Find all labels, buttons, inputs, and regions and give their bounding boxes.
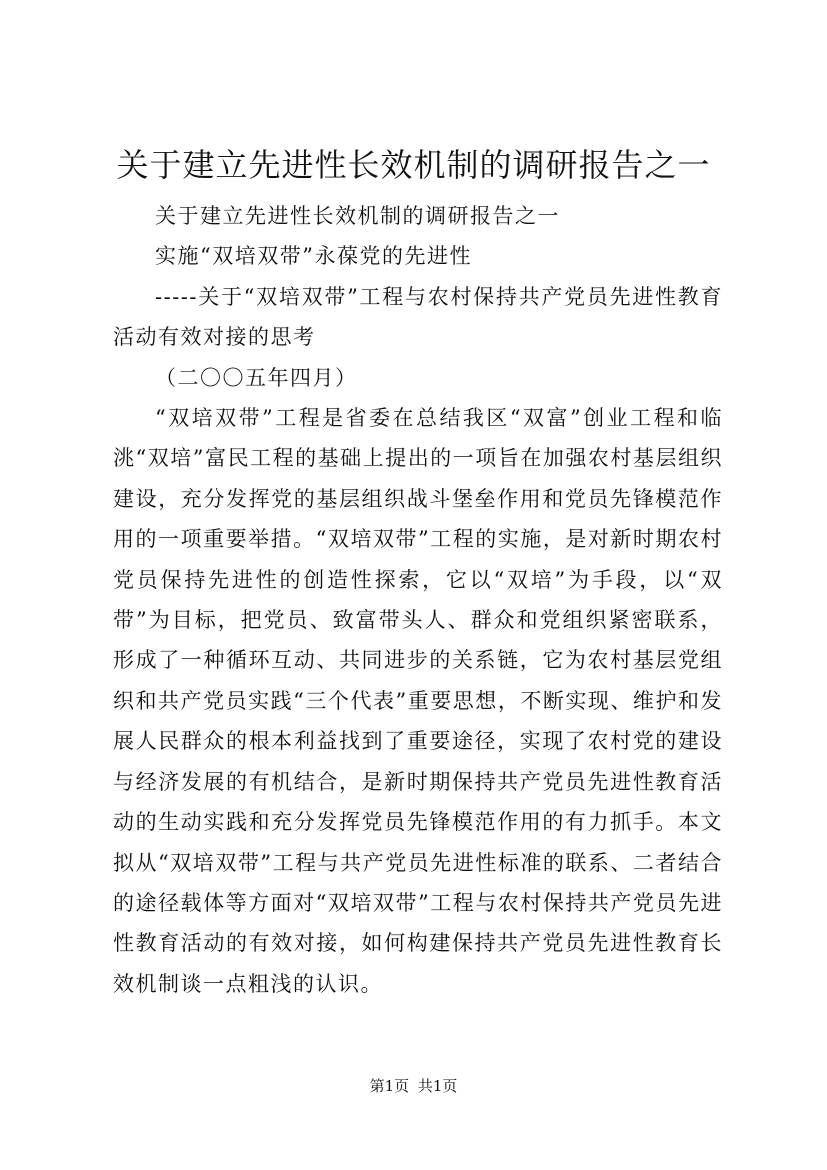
date-paragraph: （二〇〇五年四月）	[155, 365, 358, 390]
subtitle-paragraph: 关于建立先进性长效机制的调研报告之一	[155, 204, 560, 228]
body-paragraph: “双培双带”工程是省委在总结我区“双富”创业工程和临洮“双培”富民工程的基础上提出的一项旨在加强农村基层组织建设，充分发挥党的基层组织战斗堡垒作用和党员先锋模范作用的一项重要举措。“双培双带”工程的实施，是对新时期农村党员保持先进性的创造性探索，它以“双培”为手段，以“双带”为目标，把党员、致富带头人、群众和党组织紧密联系，形成了一种循环互动、共同进步的关系链，它为农村基层党组织和共产党员实践“三个代表”重要思想，不断实现、维护和发展人民群众的根本利益找到了重要途径，实现了农村党的建设与经济发展的有机结合，是新时期保持共产党员先进性教育活动的生动实践和充分发挥党员先锋模范作用的有力抓手。本文拟从“双培双带”工程与共产党员先进性标准的联系、二者结合的途径载体等方面对“双培双带”工程与农村保持共产党员先进性教育活动的有效对接，如何构建保持共产党员先进性教育长效机制谈一点粗浅的认识。	[113, 406, 723, 996]
subheading-paragraph: -----关于“双培双带”工程与农村保持共产党员先进性教育活动有效对接的思考	[113, 284, 723, 350]
document-title: 关于建立先进性长效机制的调研报告之一	[116, 146, 711, 184]
page-number: 第1页	[369, 1077, 410, 1095]
theme-paragraph: 实施“双培双带”永葆党的先进性	[155, 244, 472, 269]
document-body	[113, 196, 723, 1004]
page-footer	[0, 1076, 827, 1096]
page-total: 共1页	[417, 1077, 458, 1095]
